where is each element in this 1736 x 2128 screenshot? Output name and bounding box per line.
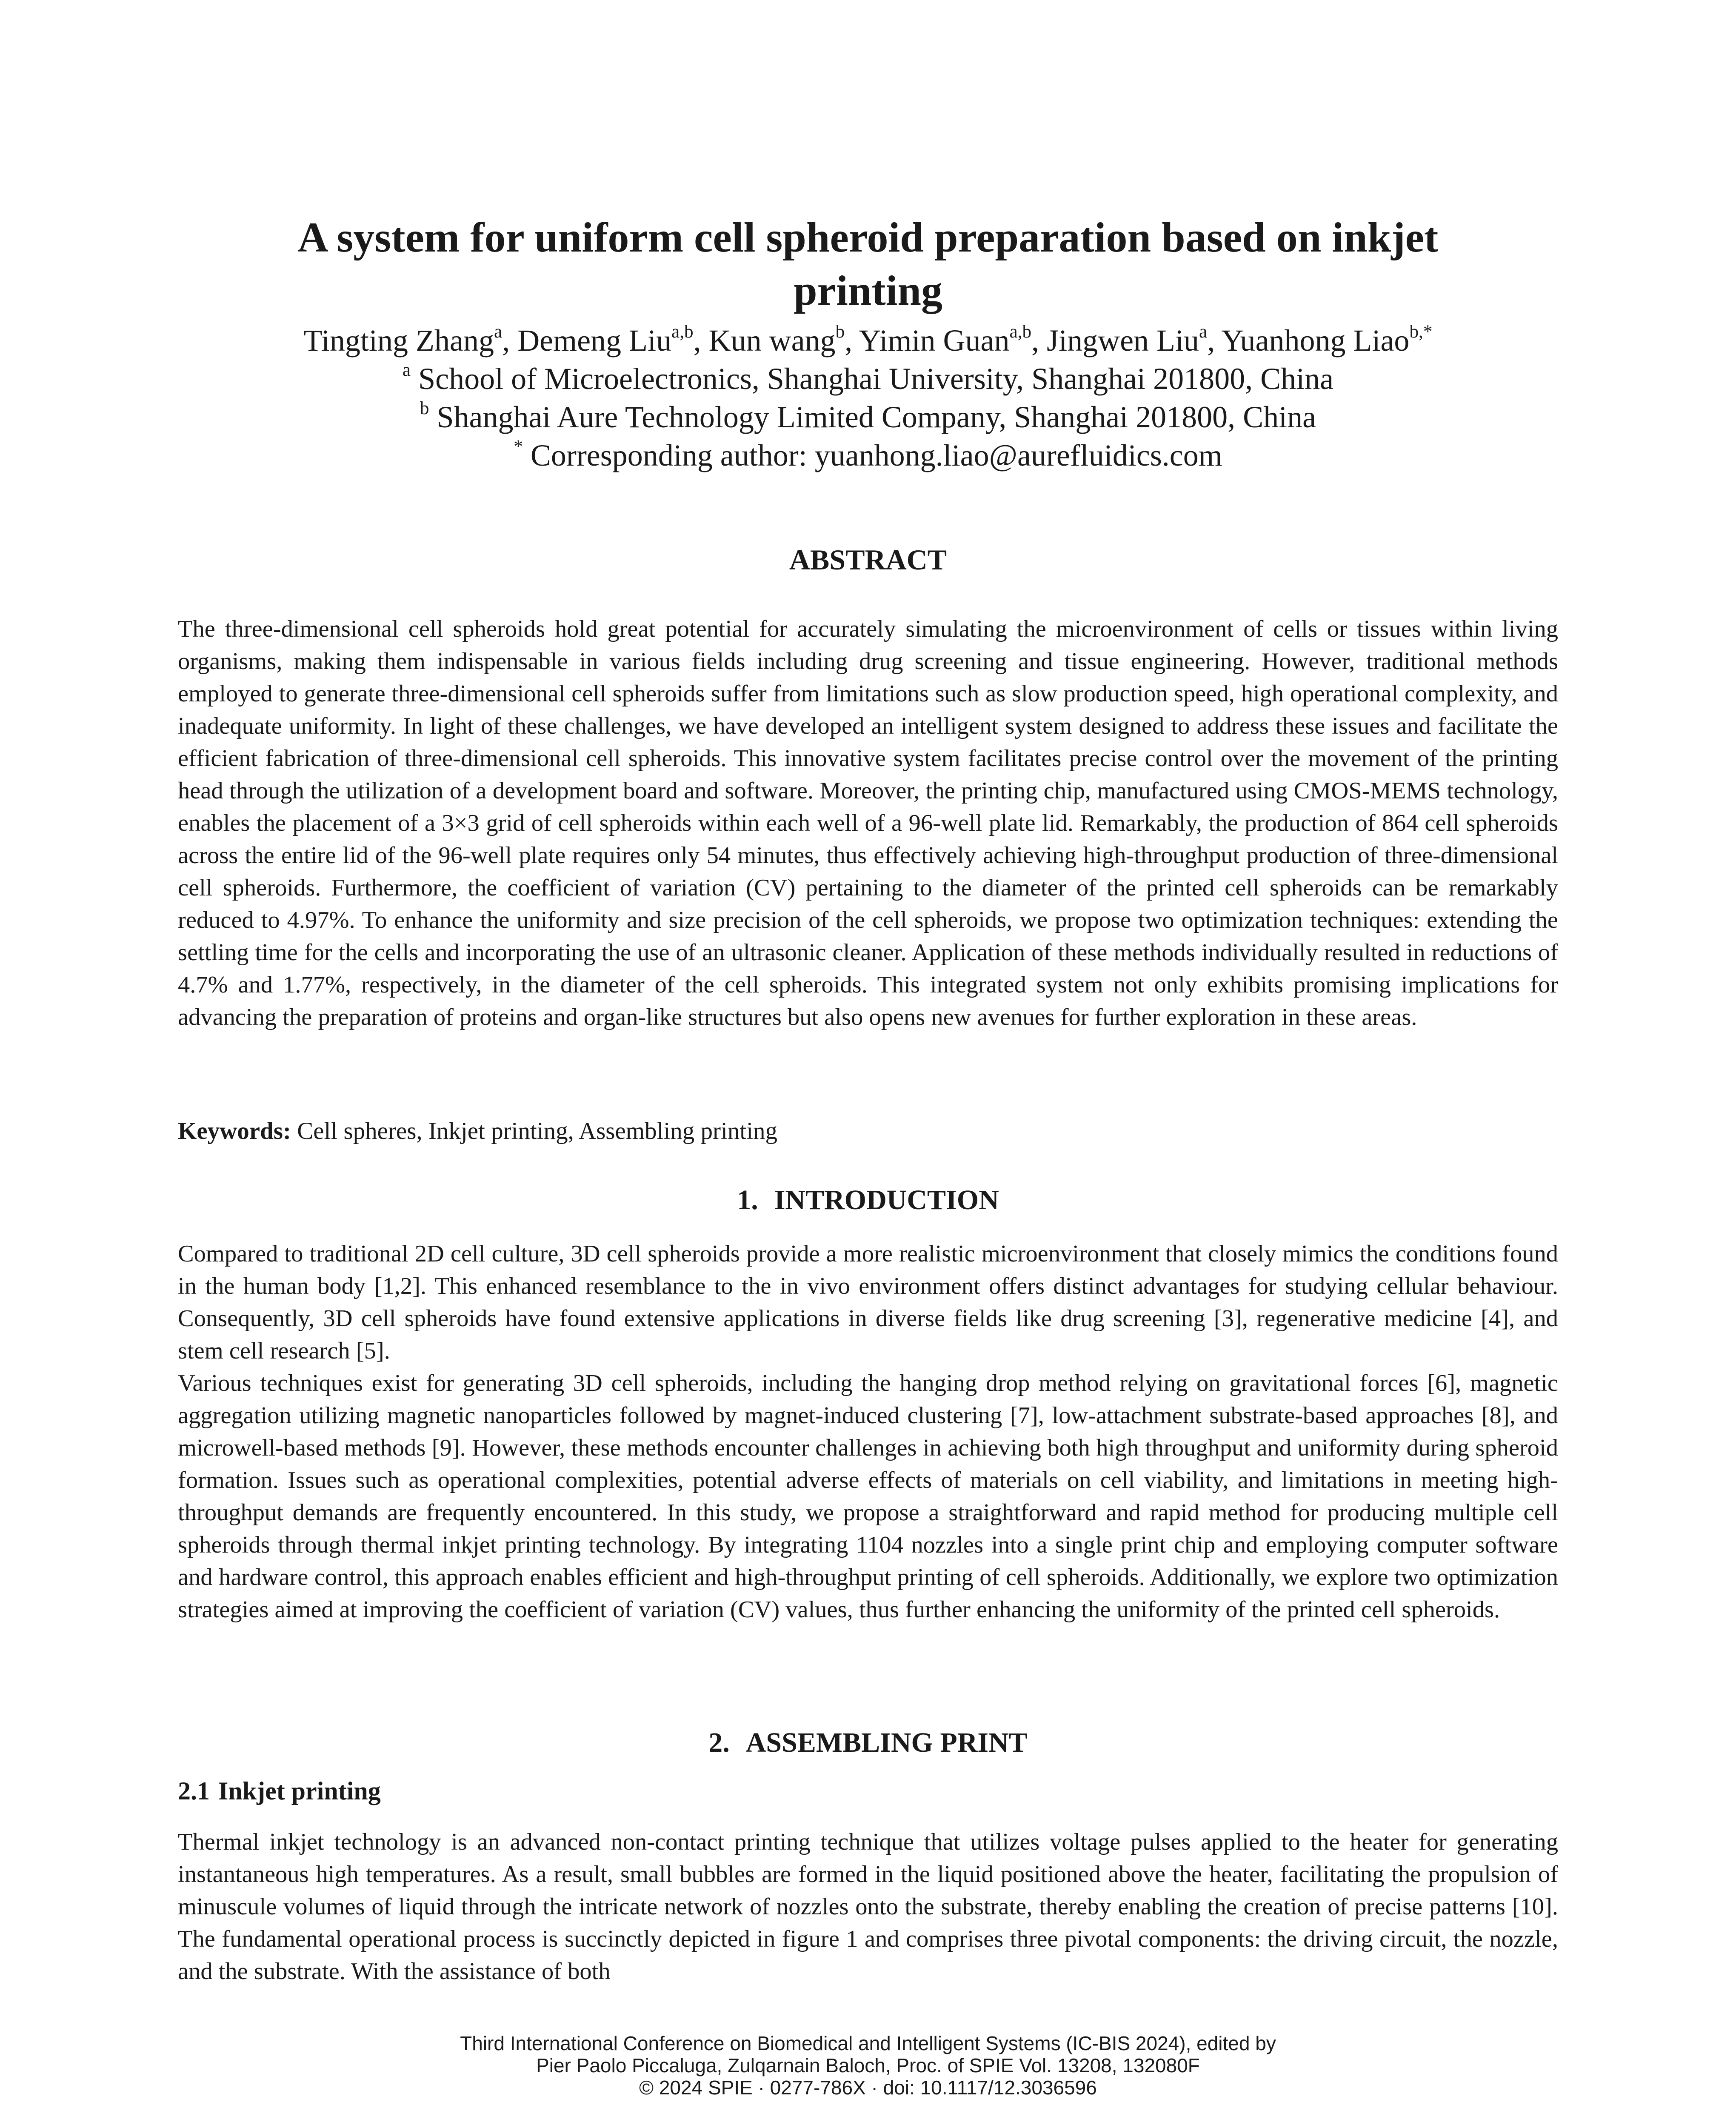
affiliation-b: $^b$ Shanghai Aure Technology Limited Company, Shanghai 201800, China [420, 398, 1316, 434]
author: Kun wang$^b$, [708, 321, 859, 358]
affiliation-mark: b [420, 398, 429, 418]
inkjet-printing-paragraph: Thermal inkjet technology is an advanced non-contact printing technique that utilizes voltage pulses applied to the heater for generating instantaneous high temperatures. As a result, small bubbles are formed in the liquid positioned above the heater, facilitating the propulsion of minuscule volumes of liquid through the intricate network of nozzles onto the substrate, thereby enabling the creation of precise patterns [10]. The fundamental operational process is succinctly depicted in figure 1 and comprises three pivotal components: the driving circuit, the nozzle, and the substrate. With the assistance of both [178, 1829, 1558, 1985]
abstract-heading: ABSTRACT [789, 543, 947, 576]
affiliation-mark: a [402, 360, 411, 380]
author-affiliation-mark: a [494, 321, 503, 342]
author: Yimin Guan$^{a,b}$, [859, 321, 1047, 358]
author-affiliation-mark: a,b [1009, 321, 1032, 342]
subsection-heading-inkjet-printing: 2.1 Inkjet printing [178, 1777, 381, 1805]
author: Tingting Zhang$^a$, [303, 321, 518, 358]
conference-footer [255, 2032, 1481, 2099]
corresponding-author: * Corresponding author: yuanhong.liao@aurefluidics.com [514, 436, 1222, 472]
section-heading-introduction: 1. INTRODUCTION [737, 1184, 999, 1216]
author-affiliation-mark: a [1199, 321, 1208, 342]
abstract-text: The three-dimensional cell spheroids hold great potential for accurately simulating the microenvironment of cells or tissues within living organisms, making them indispensable in various fields including drug screening and tissue engineering. However, traditional methods employed to generate three-dimensional cell spheroids suffer from limitations such as slow production speed, high operational complexity, and inadequate uniformity. In light of these challenges, we have developed an intelligent system designed to address these issues and facilitate the efficient fabrication of three-dimensional cell spheroids. This innovative system facilitates precise control over the movement of the printing head through the utilization of a development board and software. Moreover, the printing chip, manufactured using CMOS-MEMS technology, enables the placement of a 3×3 grid of cell spheroids within each well of a 96-well plate lid. Remarkably, the production of 864 cell spheroids across the entire lid of the 96-well plate requires only 54 minutes, thus effectively achieving high-throughput production of three-dimensional cell spheroids. Furthermore, the coefficient of variation (CV) pertaining to the diameter of the printed cell spheroids can be remarkably reduced to 4.97%. To enhance the uniformity and size precision of the cell spheroids, we propose two optimization techniques: extending the settling time for the cells and incorporating the use of an ultrasonic cleaner. Application of these methods individually resulted in reductions of 4.7% and 1.77%, respectively, in the diameter of the cell spheroids. This integrated system not only exhibits promising implications for advancing the preparation of proteins and organ-like structures but also opens new avenues for further exploration in these areas. [178, 616, 1558, 1030]
introduction-paragraph-1: Compared to traditional 2D cell culture, 3D cell spheroids provide a more realistic microenvironment that closely mimics the conditions found in the human body [1,2]. This enhanced resemblance to the in vivo environment offers distinct advantages for studying cellular behaviour. Consequently, 3D cell spheroids have found extensive applications in diverse fields like drug screening [3], regenerative medicine [4], and stem cell research [5]. [178, 1241, 1558, 1364]
keywords-text: Cell spheres, Inkjet printing, Assembling printing [291, 1118, 778, 1144]
keywords [178, 1115, 1558, 1147]
paper-title-line-2: printing [793, 267, 943, 314]
author: Jingwen Liu$^a$, [1047, 321, 1222, 358]
author-affiliation-mark: b,* [1409, 321, 1433, 342]
introduction-paragraph-2: Various techniques exist for generating 3D cell spheroids, including the hanging drop method relying on gravitational forces [6], magnetic aggregation utilizing magnetic nanoparticles followed by magnet-induced clustering [7], low-attachment substrate-based approaches [8], and microwell-based methods [9]. However, these methods encounter challenges in achieving both high throughput and uniformity during spheroid formation. Issues such as operational complexities, potential adverse effects of materials on cell viability, and limitations in meeting high-throughput demands are frequently encountered. In this study, we propose a straightforward and rapid method for producing multiple cell spheroids through thermal inkjet printing technology. By integrating 1104 nozzles into a single print chip and employing computer software and hardware control, this approach enables efficient and high-throughput printing of cell spheroids. Additionally, we explore two optimization strategies aimed at improving the coefficient of variation (CV) values, thus further enhancing the uniformity of the printed cell spheroids. [178, 1370, 1558, 1623]
paper-title-line-1: A system for uniform cell spheroid preparation based on inkjet [297, 214, 1439, 261]
section-heading-assembling-print: 2. ASSEMBLING PRINT [708, 1727, 1028, 1758]
footer-line-2: Pier Paolo Piccaluga, Zulqarnain Baloch, Proc. of SPIE Vol. 13208, 132080F [536, 2054, 1200, 2077]
author-affiliation-mark: b [835, 321, 845, 342]
paper-title [179, 211, 1557, 317]
author: Yuanhong Liao$^{b,*}$ [1221, 321, 1433, 358]
footer-line-3: © 2024 SPIE · 0277-786X · doi: 10.1117/12.3036596 [639, 2077, 1097, 2099]
footer-line-1: Third International Conference on Biomedical and Intelligent Systems (IC-BIS 2024), edited by [460, 2032, 1276, 2054]
author-affiliation-mark: a,b [671, 321, 694, 342]
affiliation-mark: * [514, 436, 523, 457]
keywords-label: Keywords: [178, 1118, 291, 1144]
author: Demeng Liu$^{a,b}$, [517, 321, 709, 358]
affiliation-a: $^a$ School of Microelectronics, Shanghai University, Shanghai 201800, China [402, 360, 1334, 396]
author-list [128, 321, 1608, 360]
